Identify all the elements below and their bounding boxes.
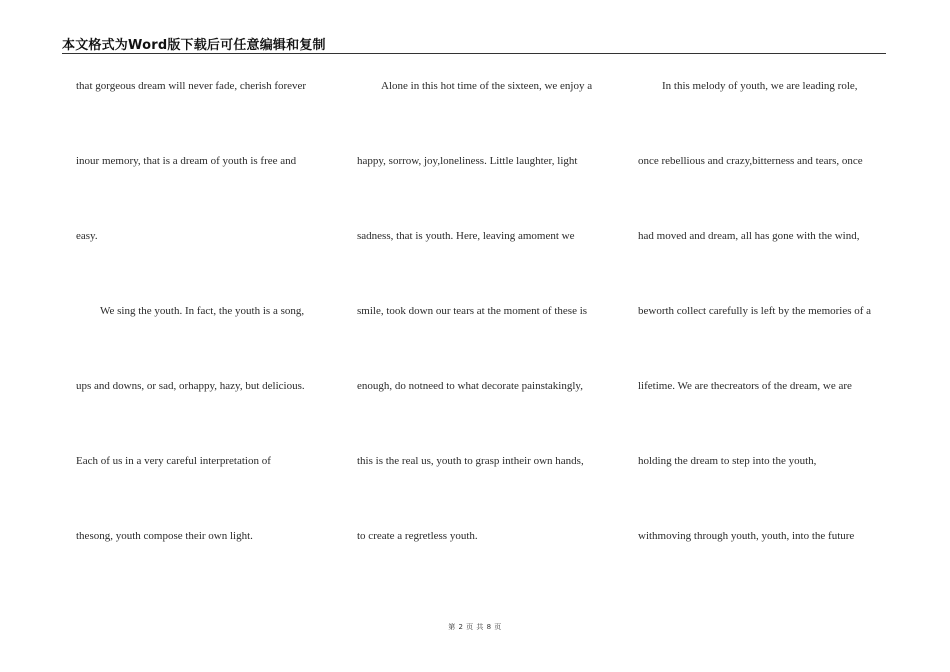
text-line: beworth collect carefully is left by the memories of a bbox=[638, 305, 872, 317]
text-line: withmoving through youth, youth, into the future bbox=[638, 530, 855, 542]
text-line: enough, do notneed to what decorate painstakingly, bbox=[357, 380, 583, 392]
page-number-footer: 第 2 页 共 8 页 bbox=[448, 623, 502, 631]
text-line: ups and downs, or sad, orhappy, hazy, but delicious. bbox=[76, 380, 305, 392]
text-line: this is the real us, youth to grasp intheir own hands, bbox=[357, 455, 584, 467]
text-line: Each of us in a very careful interpretation of bbox=[76, 455, 271, 467]
text-line: once rebellious and crazy,bitterness and tears, once bbox=[638, 155, 863, 167]
header-divider bbox=[62, 53, 886, 54]
text-line: lifetime. We are thecreators of the dream, we are bbox=[638, 380, 852, 392]
text-line: had moved and dream, all has gone with the wind, bbox=[638, 230, 860, 242]
document-header-title: 本文格式为Word版下载后可任意编辑和复制 bbox=[62, 38, 326, 53]
text-line: Alone in this hot time of the sixteen, we enjoy a bbox=[381, 80, 593, 92]
text-line: In this melody of youth, we are leading role, bbox=[662, 80, 858, 92]
text-line: that gorgeous dream will never fade, cherish forever bbox=[76, 80, 307, 92]
text-line: sadness, that is youth. Here, leaving amoment we bbox=[357, 230, 575, 242]
text-line: smile, took down our tears at the moment of these is bbox=[357, 305, 588, 317]
text-line: inour memory, that is a dream of youth is free and bbox=[76, 155, 297, 167]
text-line: holding the dream to step into the youth, bbox=[638, 455, 817, 467]
text-line: thesong, youth compose their own light. bbox=[76, 530, 253, 542]
text-line: happy, sorrow, joy,loneliness. Little laughter, light bbox=[357, 155, 578, 167]
text-line: easy. bbox=[76, 230, 98, 242]
text-line: to create a regretless youth. bbox=[357, 530, 478, 542]
text-line: We sing the youth. In fact, the youth is a song, bbox=[100, 305, 305, 317]
